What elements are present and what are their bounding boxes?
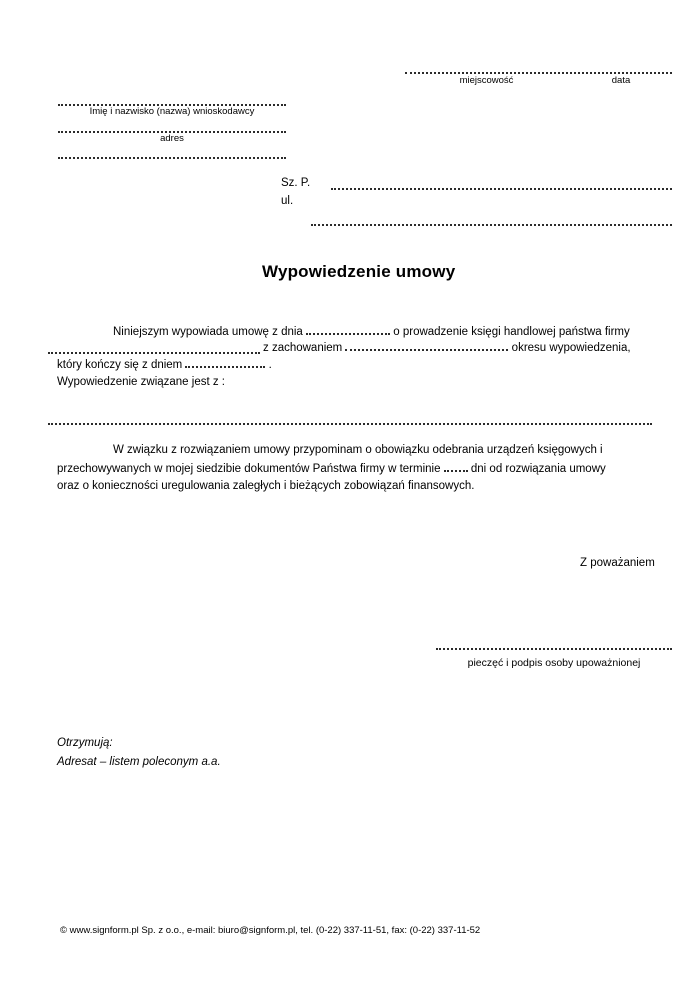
contract-notice-text-b: o prowadzenie księgi handlowej państwa firmy: [393, 326, 630, 339]
recipient-street-label: ul.: [281, 195, 294, 207]
recipient-name-field-line[interactable]: [331, 188, 672, 190]
reminder-line-2: [57, 462, 606, 475]
contract-notice-line-1: [113, 325, 630, 338]
signature-label: pieczęć i podpis osoby upoważnionej: [467, 657, 641, 669]
sender-address-field-line-2[interactable]: [58, 157, 286, 159]
sender-name-label: Imię i nazwisko (nazwa) wnioskodawcy: [89, 106, 255, 117]
contract-notice-text-a: Niniejszym wypowiada umowę z dnia: [113, 326, 303, 339]
reminder-text-a: przechowywanych w mojej siedzibie dokumentów Państwa firmy w terminie: [57, 463, 441, 476]
signature-field-line[interactable]: [436, 648, 672, 650]
closing-regards: Z poważaniem: [580, 557, 655, 569]
reminder-line-1: W związku z rozwiązaniem umowy przypominam o obowiązku odebrania urządzeń księgowych i: [113, 444, 603, 456]
contract-subject-field-line[interactable]: [48, 352, 260, 354]
page-footer: © www.signform.pl Sp. z o.o., e-mail: biuro@signform.pl, tel. (0-22) 337-11-51, fax: (0-22) 337-11-52: [60, 925, 481, 936]
recipient-street-field-line[interactable]: [311, 224, 672, 226]
contract-date-field[interactable]: [306, 325, 390, 335]
end-date-text: który kończy się z dniem: [57, 359, 183, 372]
notice-period-text-a: z zachowaniem: [263, 342, 343, 355]
distribution-item-1: Adresat – listem poleconym a.a.: [57, 756, 221, 768]
place-field-line[interactable]: [405, 72, 568, 74]
notice-period-text-b: okresu wypowiedzenia,: [511, 342, 631, 355]
reason-intro-label: Wypowiedzenie związane jest z :: [57, 376, 226, 388]
date-field-label: data: [611, 75, 631, 86]
contract-notice-line-3: [57, 358, 272, 371]
sender-address-label: adres: [160, 133, 184, 144]
end-date-period: .: [268, 359, 272, 372]
notice-period-field[interactable]: [345, 341, 508, 351]
reason-field-line[interactable]: [48, 423, 652, 425]
reminder-text-b: dni od rozwiązania umowy: [470, 463, 606, 476]
end-date-field[interactable]: [185, 358, 265, 368]
recipient-salutation-label: Sz. P.: [281, 177, 311, 189]
contract-notice-line-2: [263, 341, 631, 354]
distribution-heading: Otrzymują:: [57, 737, 113, 749]
reminder-line-3: oraz o konieczności uregulowania zaległych i bieżących zobowiązań finansowych.: [57, 480, 475, 492]
page-title: Wypowiedzenie umowy: [262, 262, 456, 281]
place-field-label: miejscowość: [459, 75, 514, 86]
pickup-deadline-field[interactable]: [444, 462, 468, 472]
date-field-line[interactable]: [570, 72, 672, 74]
